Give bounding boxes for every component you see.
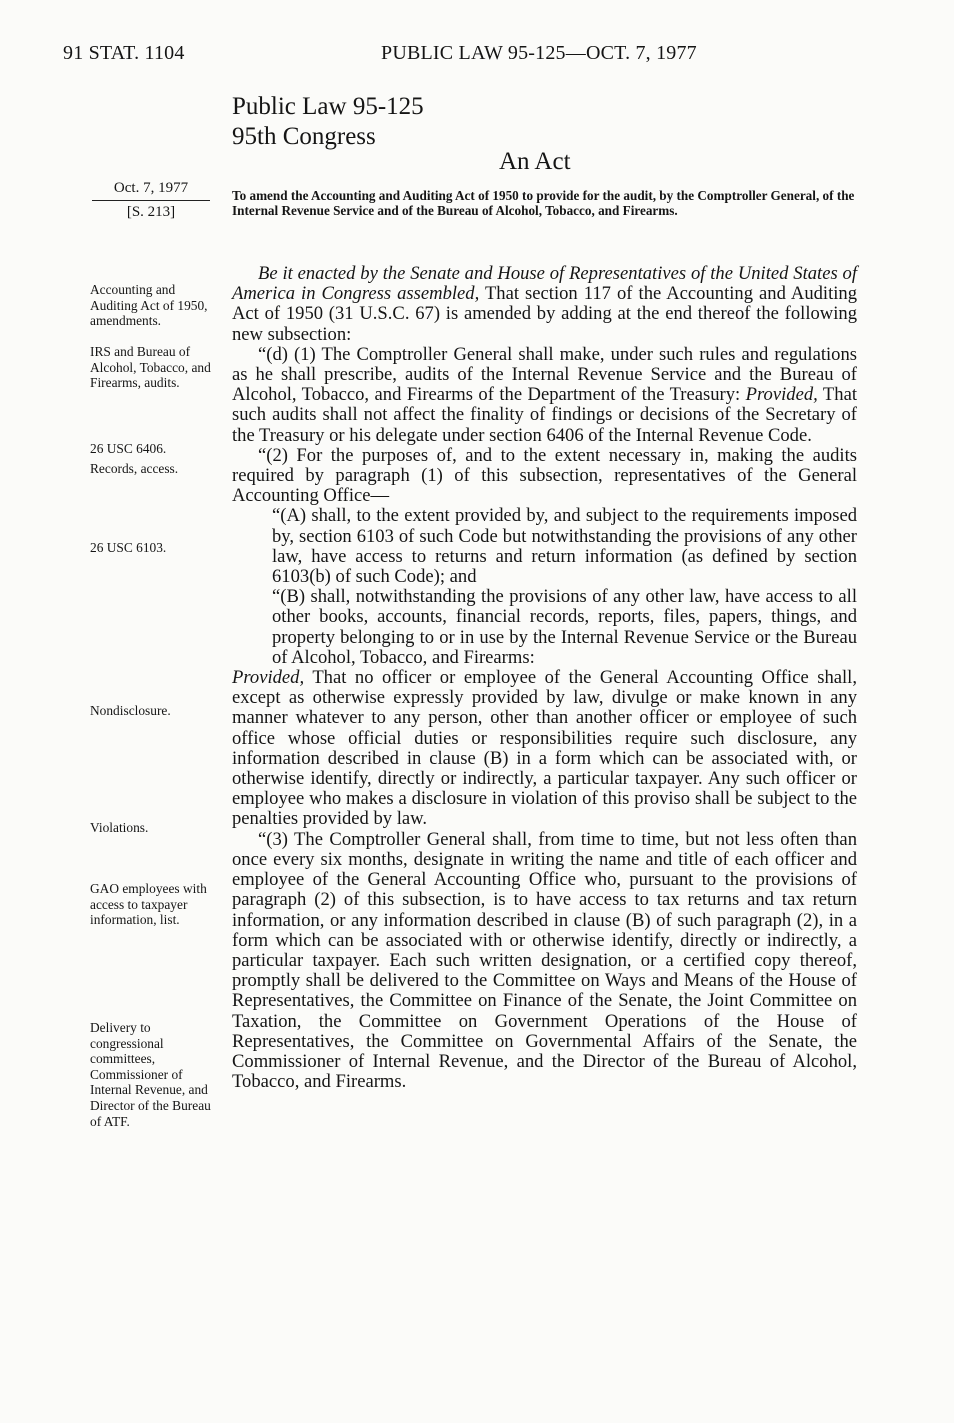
law-title-block xyxy=(232,92,424,152)
enacting-clause xyxy=(232,264,857,345)
margin-note-irs-audits: IRS and Bureau of Alcohol, Tobacco, and Firearms, audits. xyxy=(90,344,211,391)
paragraph-2: “(2) For the purposes of, and to the extent necessary in, making the audits required by paragraph (1) of this subsection, representatives of the General Accounting Office— xyxy=(232,444,857,507)
paragraph-3: “(3) The Comptroller General shall, from time to time, but not less often than once every six months, designate in writing the name and title of each officer and employee of the General Accounting Office who, pursuant to the provisions of paragraph (2) of this subsection, is to have access to tax returns and tax return information, or any information described in clause (B) of such paragraph (2), in a form which can be associated with or otherwise identify, directly or indirectly, a particular taxpayer. Each such written designation, or a certified copy thereof, promptly shall be delivered to the Committee on Ways and Means of the House of Representatives, the Committee on Finance of the Senate, the Joint Committee on Taxation, the Committee on Government Operations of the House of Representatives, the Committee on Governmental Affairs of the Senate, the Commissioner of Internal Revenue, and the Director of the Bureau of Alcohol, Tobacco, and Firearms. xyxy=(232,828,857,1093)
proviso-word: Provided, xyxy=(232,667,305,689)
margin-note-26usc6406: 26 USC 6406. xyxy=(90,441,167,456)
enacting-text: That section 117 of the Accounting and Auditing Act of 1950 (31 U.S.C. 67) is amended by adding at the end thereof the following new subsection: xyxy=(232,283,858,345)
congress-number: 95th Congress xyxy=(232,123,376,150)
running-title: PUBLIC LAW 95-125—OCT. 7, 1977 xyxy=(381,42,697,64)
paragraph-d1-proviso: That such audits shall not affect the finality of findings or decisions of the Secretary of the Treasury or his delegate under section 6406 of the Internal Revenue Code. xyxy=(232,384,857,446)
clause-b: “(B) shall, notwithstanding the provisions of any other law, have access to all other books, accounts, financial records, reports, files, papers, things, and property belonging to or in use by the Internal Revenue Service or the Bureau of Alcohol, Tobacco, and Firearms: xyxy=(272,586,857,668)
bill-number: [S. 213] xyxy=(126,204,176,220)
stat-reference: 91 STAT. 1104 xyxy=(63,42,185,64)
margin-note-gao-list: GAO employees with access to taxpayer information, list. xyxy=(90,881,207,928)
proviso-text: That no officer or employee of the General Accounting Office shall, except as otherwise expressly provided by law, divulge or make known in any manner whatever to any person, other than another officer or employee of such office whose official duties or responsibilities require such disclosure, any information described in clause (B) in a form which can be associated with, or otherwise identify, directly or indirectly, a particular taxpayer. Any such officer or employee who makes a disclosure in violation of this proviso shall be subject to the penalties provided by law. xyxy=(232,667,857,830)
nondisclosure-proviso xyxy=(232,668,857,830)
date-divider xyxy=(92,200,210,201)
enactment-date: Oct. 7, 1977 xyxy=(113,180,189,196)
clause-a: “(A) shall, to the extent provided by, and subject to the requirements imposed by, section 6103 of such Code but notwithstanding the provisions of any other law, have access to returns and return information (as defined by section 6103(b) of such Code); and xyxy=(272,505,857,588)
enacting-formula: Be it enacted by the Senate and House of Representatives of the United States of America in Congress assembled, xyxy=(232,263,857,305)
margin-note-records: Records, access. xyxy=(90,461,179,476)
paragraph-d1 xyxy=(232,345,857,446)
margin-note-amendments: Accounting and Auditing Act of 1950, amendments. xyxy=(90,282,208,329)
margin-note-nondisclosure: Nondisclosure. xyxy=(90,703,171,718)
act-body xyxy=(232,264,857,1092)
margin-note-delivery: Delivery to congressional committees, Commissioner of Internal Revenue, and Director of the Bureau of ATF. xyxy=(90,1020,211,1129)
margin-note-26usc6103: 26 USC 6103. xyxy=(90,540,167,555)
enactment-date-box xyxy=(92,180,210,221)
margin-note-violations: Violations. xyxy=(90,820,149,835)
provided-word: Provided, xyxy=(745,384,818,406)
paragraph-d1-text: “(d) (1) The Comptroller General shall make, under such rules and regulations as he shall prescribe, audits of the Internal Revenue Service and the Bureau of Alcohol, Tobacco, and Firearms of the Department of the Treasury: xyxy=(232,343,857,406)
an-act-heading: An Act xyxy=(499,148,571,175)
act-purpose: To amend the Accounting and Auditing Act of 1950 to provide for the audit, by the Comptroller General, of the Internal Revenue Service and of the Bureau of Alcohol, Tobacco, and Firearms. xyxy=(232,188,855,218)
law-number: Public Law 95-125 xyxy=(232,93,424,120)
